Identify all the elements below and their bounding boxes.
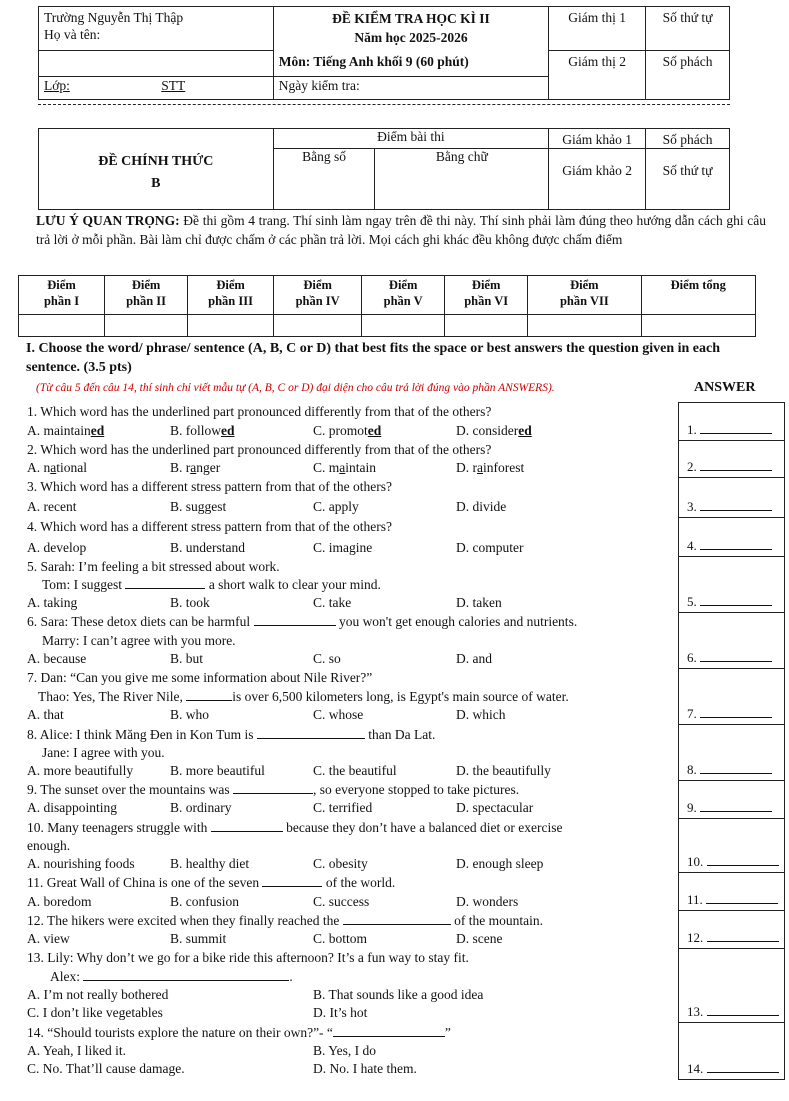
points-header-3: Điểm phần III xyxy=(188,276,274,315)
subject: Môn: Tiếng Anh khối 9 (60 phút) xyxy=(273,51,548,77)
q12-option-c[interactable]: C. bottom xyxy=(313,931,368,946)
q11-option-a[interactable]: A. boredom xyxy=(27,894,92,909)
q3-option-c[interactable]: C. apply xyxy=(313,499,359,514)
q4-option-a[interactable]: A. develop xyxy=(27,540,87,555)
name-label: Họ và tên: xyxy=(44,27,101,42)
q7-option-b[interactable]: B. who xyxy=(170,707,210,722)
q8-option-b[interactable]: B. more beautiful xyxy=(170,763,265,778)
q4-text: 4. Which word has a different stress pattern from that of the others? xyxy=(27,519,393,534)
official-label: ĐỀ CHÍNH THỨC xyxy=(98,154,214,169)
points-header-total: Điểm tổng xyxy=(641,276,755,315)
q12-option-b[interactable]: B. summit xyxy=(170,931,227,946)
q6-option-c[interactable]: C. so xyxy=(313,651,341,666)
points-header-4: Điểm phần IV xyxy=(274,276,362,315)
q13-option-b[interactable]: B. That sounds like a good idea xyxy=(313,987,484,1002)
important-note xyxy=(36,211,766,249)
q1-option-d[interactable]: D. considered xyxy=(456,423,532,438)
q9-option-c[interactable]: C. terrified xyxy=(313,800,373,815)
points-cell[interactable] xyxy=(105,315,188,337)
q6-option-d[interactable]: D. and xyxy=(456,651,492,666)
school-year: Năm học 2025-2026 xyxy=(354,30,468,45)
q11-option-d[interactable]: D. wonders xyxy=(456,894,519,909)
q3-text: 3. Which word has a different stress pattern from that of the others? xyxy=(27,479,393,494)
q8-line1: 8. Alice: I think Măng Đen in Kon Tum is than Da Lat. xyxy=(27,727,436,742)
q8-option-a[interactable]: A. more beautifully xyxy=(27,763,134,778)
q1-text: 1. Which word has the underlined part pronounced differently from that of the others? xyxy=(27,404,492,419)
examiner1: Giám khảo 1 xyxy=(549,129,646,149)
q3-option-d[interactable]: D. divide xyxy=(456,499,507,514)
q5-option-c[interactable]: C. take xyxy=(313,595,352,610)
q6-option-b[interactable]: B. but xyxy=(170,651,204,666)
q6-option-a[interactable]: A. because xyxy=(27,651,87,666)
blank-cell xyxy=(39,51,274,77)
points-header-1: Điểm phần I xyxy=(19,276,105,315)
q11-line1: 11. Great Wall of China is one of the seven of the world. xyxy=(27,875,396,890)
answer-box-13[interactable]: 13. xyxy=(678,948,785,1023)
q13-line2: Alex: . xyxy=(50,969,293,984)
answer-box-2[interactable]: 2. xyxy=(678,439,785,478)
q12-option-a[interactable]: A. view xyxy=(27,931,70,946)
q2-option-a[interactable]: A. national xyxy=(27,460,87,475)
points-header-5: Điểm phần V xyxy=(362,276,445,315)
answer-box-5[interactable]: 5. xyxy=(678,556,785,613)
q5-option-d[interactable]: D. taken xyxy=(456,595,502,610)
exam-title: ĐỀ KIỂM TRA HỌC KÌ II xyxy=(332,11,490,26)
score-code-no: Số phách xyxy=(646,129,730,149)
points-table xyxy=(18,275,756,337)
q10-option-a[interactable]: A. nourishing foods xyxy=(27,856,135,871)
q8-option-d[interactable]: D. the beautifully xyxy=(456,763,551,778)
q13-option-c[interactable]: C. I don’t like vegetables xyxy=(27,1005,163,1020)
q2-option-b[interactable]: B. ranger xyxy=(170,460,221,475)
q10-option-c[interactable]: C. obesity xyxy=(313,856,368,871)
q14-option-a[interactable]: A. Yeah, I liked it. xyxy=(27,1043,126,1058)
version-label: B xyxy=(151,176,161,191)
answer-header: ANSWER xyxy=(694,380,756,395)
answer-box-4[interactable]: 4. xyxy=(678,517,785,557)
student-info-cell xyxy=(39,7,274,51)
q10-option-b[interactable]: B. healthy diet xyxy=(170,856,250,871)
q7-line1: 7. Dan: “Can you give me some information about Nile River?” xyxy=(27,670,373,685)
examiner2: Giám khảo 2 xyxy=(549,149,646,210)
code-no-cell: Số phách xyxy=(646,51,730,100)
q10-line2: enough. xyxy=(27,838,71,853)
q1-option-b[interactable]: B. followed xyxy=(170,423,235,438)
official-cell xyxy=(39,129,274,210)
q10-option-d[interactable]: D. enough sleep xyxy=(456,856,544,871)
q7-option-c[interactable]: C. whose xyxy=(313,707,364,722)
score-seq-no: Số thứ tự xyxy=(646,149,730,210)
answer-box-14[interactable]: 14. xyxy=(678,1022,785,1080)
cut-line xyxy=(38,104,730,105)
q13-option-a[interactable]: A. I’m not really bothered xyxy=(27,987,169,1002)
score-table xyxy=(38,128,730,210)
q7-option-d[interactable]: D. which xyxy=(456,707,506,722)
points-cell[interactable] xyxy=(641,315,755,337)
q8-option-c[interactable]: C. the beautiful xyxy=(313,763,397,778)
q13-option-d[interactable]: D. It’s hot xyxy=(313,1005,368,1020)
answer-box-6[interactable]: 6. xyxy=(678,612,785,669)
points-header-2: Điểm phần II xyxy=(105,276,188,315)
q1-option-c[interactable]: C. promoted xyxy=(313,423,382,438)
note-text: Đề thi gồm 4 trang. Thí sinh làm ngay trên đề thi này. Thí sinh phải làm đúng theo hướng dẫn cách ghi câu trả lời ở mỗi phần. Bài làm chỉ được chấm ở các phần trả lời. Mọi cách ghi khác đều không được chấm điểm xyxy=(36,213,766,247)
answer-box-1[interactable]: 1. xyxy=(678,402,785,441)
section1-instruction: (Từ câu 5 đến câu 14, thí sinh chỉ viết mẫu tự (A, B, C or D) đại diện cho câu trả lời đúng vào phần ANSWERS). xyxy=(36,382,555,394)
score-label: Điểm bài thi xyxy=(273,129,549,149)
q4-option-d[interactable]: D. computer xyxy=(456,540,524,555)
answer-box-11[interactable]: 11. xyxy=(678,872,785,911)
q6-line2: Marry: I can’t agree with you more. xyxy=(42,633,236,648)
answer-box-3[interactable]: 3. xyxy=(678,477,785,518)
exam-header-table xyxy=(38,6,730,100)
section1-title: I. Choose the word/ phrase/ sentence (A, B, C or D) that best fits the space or best answers the question given in each sentence. (3.5 pts) xyxy=(26,341,721,375)
q1-option-a[interactable]: A. maintained xyxy=(27,423,105,438)
q3-option-a[interactable]: A. recent xyxy=(27,499,77,514)
q14-option-b[interactable]: B. Yes, I do xyxy=(313,1043,377,1058)
proctor2-cell: Giám thị 2 xyxy=(549,51,646,100)
q2-option-c[interactable]: C. maintain xyxy=(313,460,377,475)
school-name: Trường Nguyễn Thị Thập xyxy=(44,10,184,25)
q8-line2: Jane: I agree with you. xyxy=(42,745,165,760)
answer-box-12[interactable]: 12. xyxy=(678,910,785,949)
q9-option-a[interactable]: A. disappointing xyxy=(27,800,117,815)
class-cell xyxy=(39,76,274,99)
q7-option-a[interactable]: A. that xyxy=(27,707,64,722)
q14-line1: 14. “Should tourists explore the nature on their own?”- “ ” xyxy=(27,1025,451,1040)
points-cell[interactable] xyxy=(274,315,362,337)
q9-line1: 9. The sunset over the mountains was , so everyone stopped to take pictures. xyxy=(27,782,520,797)
exam-date-label: Ngày kiểm tra: xyxy=(273,76,548,99)
q2-text: 2. Which word has the underlined part pronounced differently from that of the others? xyxy=(27,442,492,457)
points-cell[interactable] xyxy=(19,315,105,337)
points-cell[interactable] xyxy=(528,315,641,337)
q9-option-d[interactable]: D. spectacular xyxy=(456,800,534,815)
score-by-number: Bằng số xyxy=(273,149,375,210)
q11-option-c[interactable]: C. success xyxy=(313,894,370,909)
points-cell[interactable] xyxy=(362,315,445,337)
answer-box-10[interactable]: 10. xyxy=(678,818,785,873)
answer-box-8[interactable]: 8. xyxy=(678,724,785,781)
q13-line1: 13. Lily: Why don’t we go for a bike ride this afternoon? It’s a fun way to stay fit. xyxy=(27,950,469,965)
exam-title-cell xyxy=(273,7,548,51)
stt-label: STT xyxy=(161,77,186,93)
score-by-words: Bằng chữ xyxy=(375,149,549,210)
q12-option-d[interactable]: D. scene xyxy=(456,931,503,946)
points-cell[interactable] xyxy=(188,315,274,337)
q5-option-a[interactable]: A. taking xyxy=(27,595,78,610)
proctor1-cell: Giám thị 1 xyxy=(549,7,646,51)
q14-option-c[interactable]: C. No. That’ll cause damage. xyxy=(27,1061,185,1076)
q9-option-b[interactable]: B. ordinary xyxy=(170,800,232,815)
note-bold: LƯU Ý QUAN TRỌNG: xyxy=(36,213,180,228)
q14-option-d[interactable]: D. No. I hate them. xyxy=(313,1061,417,1076)
q3-option-b[interactable]: B. suggest xyxy=(170,499,227,514)
q5-line2: Tom: I suggest a short walk to clear your mind. xyxy=(42,577,381,592)
q5-option-b[interactable]: B. took xyxy=(170,595,210,610)
seq-no-cell: Số thứ tự xyxy=(646,7,730,51)
q2-option-d[interactable]: D. rainforest xyxy=(456,460,525,475)
q4-option-c[interactable]: C. imagine xyxy=(313,540,373,555)
q5-line1: 5. Sarah: I’m feeling a bit stressed about work. xyxy=(27,559,280,574)
q6-line1: 6. Sara: These detox diets can be harmful you won't get enough calories and nutrients. xyxy=(27,614,578,629)
q11-option-b[interactable]: B. confusion xyxy=(170,894,239,909)
q4-option-b[interactable]: B. understand xyxy=(170,540,245,555)
q10-line1: 10. Many teenagers struggle with because they don’t have a balanced diet or exercise xyxy=(27,820,563,835)
class-label: Lớp: xyxy=(44,77,70,93)
points-header-6: Điểm phần VI xyxy=(445,276,528,315)
points-cell[interactable] xyxy=(445,315,528,337)
points-header-7: Điểm phần VII xyxy=(528,276,641,315)
q7-line2: Thao: Yes, The River Nile, is over 6,500 kilometers long, is Egypt's main source of water. xyxy=(38,689,569,704)
answer-box-7[interactable]: 7. xyxy=(678,668,785,725)
answer-box-9[interactable]: 9. xyxy=(678,780,785,819)
q12-line1: 12. The hikers were excited when they finally reached the of the mountain. xyxy=(27,913,543,928)
